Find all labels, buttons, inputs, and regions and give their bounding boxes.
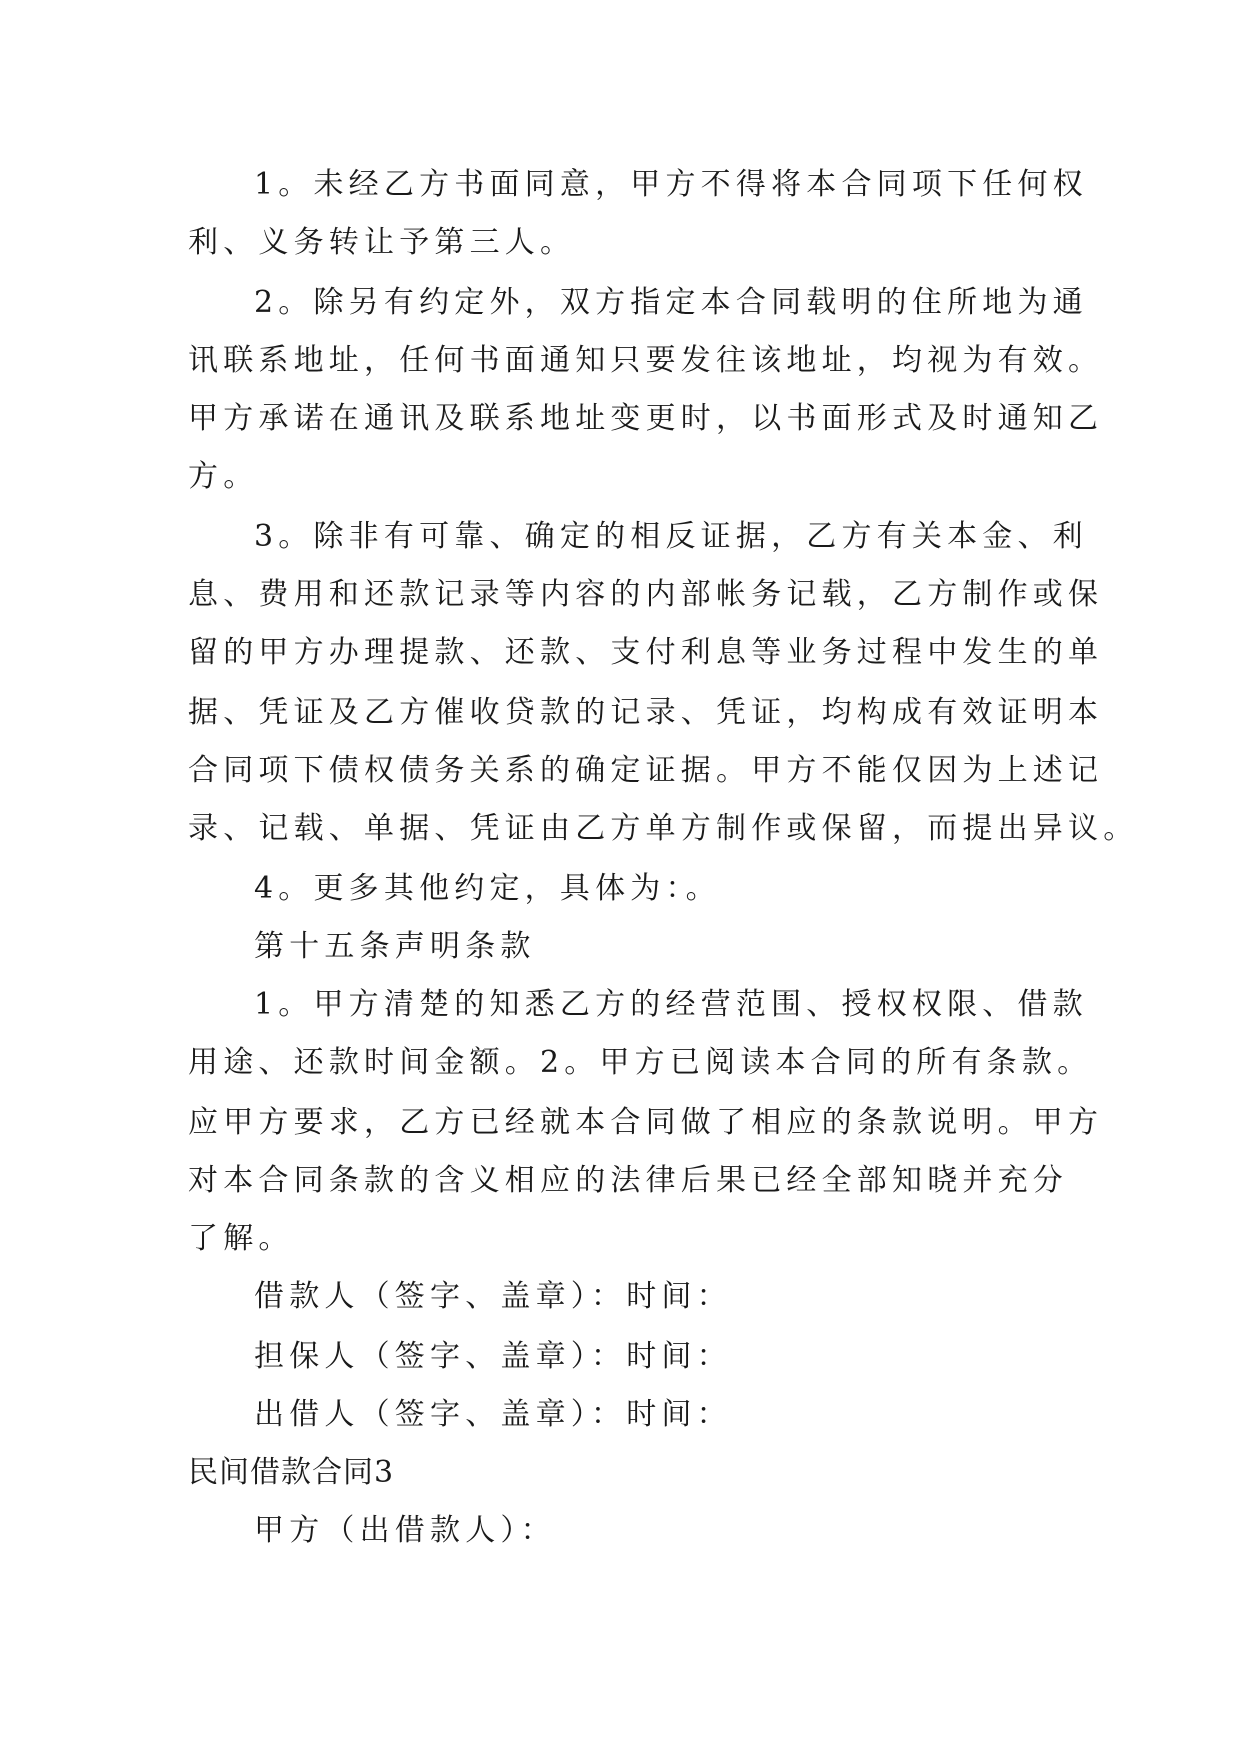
paragraph-line: 用途、还款时间金额。2。甲方已阅读本合同的所有条款。 [188,1045,1093,1080]
paragraph-line: 合同项下债权债务关系的确定证据。甲方不能仅因为上述记 [188,753,1104,788]
signature-line-guarantor: 担保人（签字、盖章）：时间： [254,1339,732,1374]
paragraph-line: 方。 [188,459,259,494]
paragraph-line: 1。未经乙方书面同意，甲方不得将本合同项下任何权 [254,167,1088,202]
paragraph-line: 利、义务转让予第三人。 [188,225,576,260]
paragraph-line: 留的甲方办理提款、还款、支付利息等业务过程中发生的单 [188,635,1104,670]
paragraph-line: 4。更多其他约定，具体为：。 [254,871,721,906]
paragraph-line: 1。甲方清楚的知悉乙方的经营范围、授权权限、借款 [254,987,1088,1022]
paragraph-line: 3。除非有可靠、确定的相反证据，乙方有关本金、利 [254,519,1088,554]
paragraph-line: 甲方承诺在通讯及联系地址变更时，以书面形式及时通知乙 [188,401,1104,436]
paragraph-line: 对本合同条款的含义相应的法律后果已经全部知晓并充分 [188,1163,1068,1198]
paragraph-line: 息、费用和还款记录等内容的内部帐务记载，乙方制作或保 [188,577,1104,612]
document-title: 民间借款合同3 [188,1455,395,1490]
section-heading: 第十五条声明条款 [254,929,536,964]
signature-line-borrower: 借款人（签字、盖章）：时间： [254,1279,732,1314]
paragraph-line: 据、凭证及乙方催收贷款的记录、凭证，均构成有效证明本 [188,695,1104,730]
paragraph-line: 应甲方要求，乙方已经就本合同做了相应的条款说明。甲方 [188,1105,1104,1140]
paragraph-line: 录、记载、单据、凭证由乙方单方制作或保留，而提出异议。 [188,811,1139,846]
paragraph-line: 了解。 [188,1221,294,1256]
party-a-line: 甲方（出借款人）： [254,1513,556,1548]
paragraph-line: 讯联系地址，任何书面通知只要发往该地址，均视为有效。 [188,343,1104,378]
signature-line-lender: 出借人（签字、盖章）：时间： [254,1397,732,1432]
paragraph-line: 2。除另有约定外，双方指定本合同载明的住所地为通 [254,285,1088,320]
